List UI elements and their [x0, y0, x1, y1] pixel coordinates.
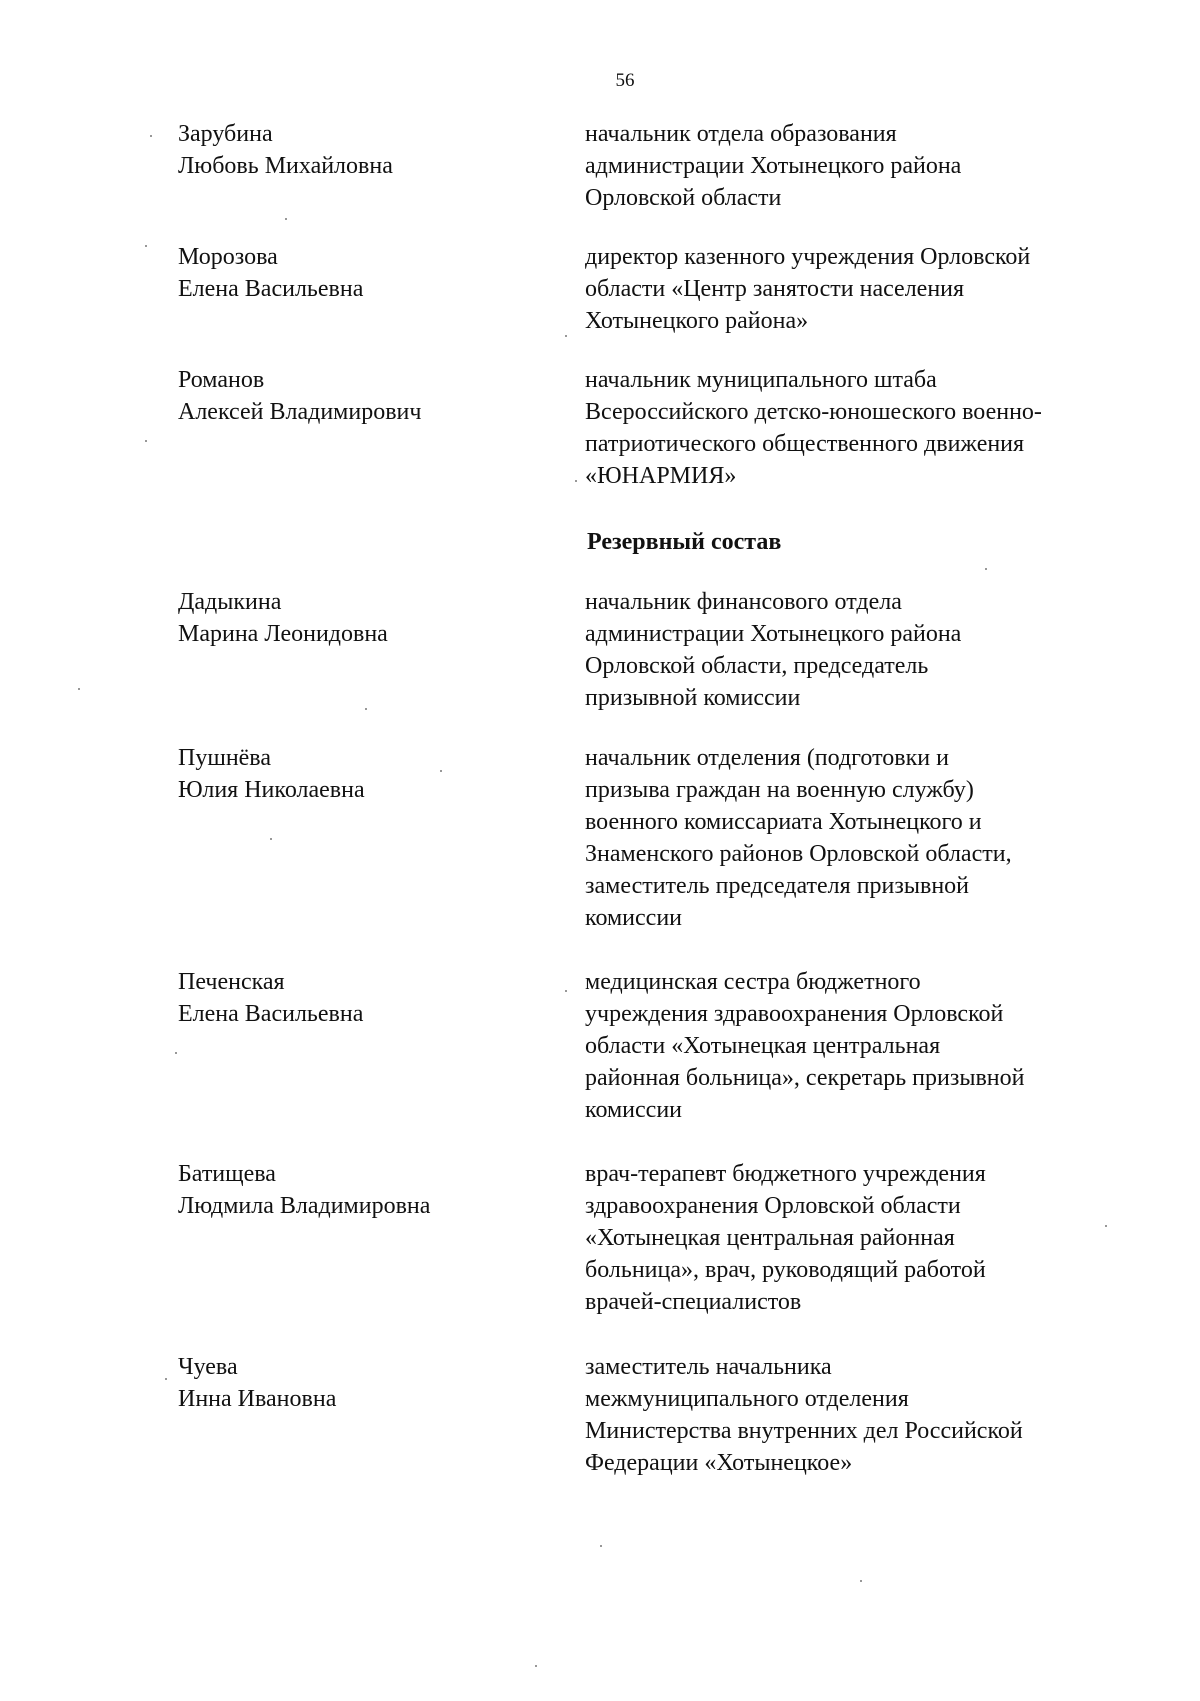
member-name: [178, 742, 538, 806]
member-position: [585, 966, 1145, 1126]
scan-speck: [78, 688, 80, 690]
member-name: [178, 1351, 538, 1415]
position-line: Орловской области, председатель: [585, 653, 929, 679]
position-line: здравоохранения Орловской области: [585, 1193, 961, 1219]
member-surname: Чуева: [178, 1354, 238, 1380]
position-line: «Хотынецкая центральная районная: [585, 1225, 955, 1251]
member-given-names: Елена Васильевна: [178, 276, 364, 302]
position-line: межмуниципального отделения: [585, 1386, 909, 1412]
page-number: 56: [615, 70, 635, 91]
member-given-names: Инна Ивановна: [178, 1386, 337, 1412]
position-line: Орловской области: [585, 185, 782, 211]
position-line: врач-терапевт бюджетного учреждения: [585, 1161, 986, 1187]
position-line: области «Центр занятости населения: [585, 276, 965, 302]
member-given-names: Марина Леонидовна: [178, 621, 388, 647]
scan-speck: [565, 335, 567, 337]
member-surname: Романов: [178, 367, 265, 393]
member-name: [178, 966, 538, 1030]
position-line: Министерства внутренних дел Российской: [585, 1418, 1023, 1444]
member-surname: Батищева: [178, 1161, 276, 1187]
position-line: медицинская сестра бюджетного: [585, 969, 921, 995]
position-line: начальник муниципального штаба: [585, 367, 937, 393]
member-name: [178, 241, 538, 305]
member-surname: Морозова: [178, 244, 278, 270]
member-surname: Пушнёва: [178, 745, 271, 771]
scan-speck: [145, 440, 147, 442]
scan-speck: [365, 708, 367, 710]
scan-speck: [145, 245, 147, 247]
scan-speck: [150, 135, 152, 137]
scan-speck: [440, 770, 442, 772]
member-position: [585, 241, 1145, 337]
scan-speck: [270, 838, 272, 840]
scan-speck: [1105, 1225, 1107, 1227]
member-given-names: Юлия Николаевна: [178, 777, 365, 803]
position-line: начальник финансового отдела: [585, 589, 902, 615]
member-surname: Печенская: [178, 969, 285, 995]
member-position: [585, 586, 1145, 714]
position-line: заместитель председателя призывной: [585, 873, 969, 899]
member-given-names: Алексей Владимирович: [178, 399, 422, 425]
scan-speck: [165, 1378, 167, 1380]
section-heading-reserve: Резервный состав: [587, 529, 782, 555]
scan-speck: [575, 480, 577, 482]
position-line: врачей-специалистов: [585, 1289, 802, 1315]
position-line: комиссии: [585, 905, 683, 931]
scan-speck: [535, 1665, 537, 1667]
member-position: [585, 118, 1145, 214]
member-surname: Дадыкина: [178, 589, 282, 615]
member-name: [178, 118, 538, 182]
member-position: [585, 742, 1145, 934]
position-line: «ЮНАРМИЯ»: [585, 463, 737, 489]
position-line: начальник отделения (подготовки и: [585, 745, 949, 771]
member-position: [585, 1351, 1145, 1479]
position-line: призыва граждан на военную службу): [585, 777, 974, 803]
scan-speck: [175, 1052, 177, 1054]
scan-speck: [860, 1580, 862, 1582]
position-line: директор казенного учреждения Орловской: [585, 244, 1031, 270]
member-name: [178, 586, 538, 650]
scan-speck: [985, 568, 987, 570]
position-line: Всероссийского детско-юношеского военно-: [585, 399, 1042, 425]
member-given-names: Любовь Михайловна: [178, 153, 393, 179]
position-line: районная больница», секретарь призывной: [585, 1065, 1025, 1091]
member-position: [585, 1158, 1145, 1318]
scan-speck: [600, 1545, 602, 1547]
position-line: администрации Хотынецкого района: [585, 621, 962, 647]
position-line: Знаменского районов Орловской области,: [585, 841, 1012, 867]
position-line: Хотынецкого района»: [585, 308, 809, 334]
member-given-names: Людмила Владимировна: [178, 1193, 431, 1219]
member-name: [178, 364, 538, 428]
position-line: области «Хотынецкая центральная: [585, 1033, 941, 1059]
position-line: Федерации «Хотынецкое»: [585, 1450, 853, 1476]
position-line: заместитель начальника: [585, 1354, 832, 1380]
position-line: патриотического общественного движения: [585, 431, 1025, 457]
scan-speck: [565, 990, 567, 992]
position-line: больница», врач, руководящий работой: [585, 1257, 986, 1283]
scan-speck: [285, 218, 287, 220]
position-line: администрации Хотынецкого района: [585, 153, 962, 179]
member-given-names: Елена Васильевна: [178, 1001, 364, 1027]
position-line: учреждения здравоохранения Орловской: [585, 1001, 1004, 1027]
position-line: комиссии: [585, 1097, 683, 1123]
member-name: [178, 1158, 538, 1222]
position-line: военного комиссариата Хотынецкого и: [585, 809, 982, 835]
position-line: начальник отдела образования: [585, 121, 897, 147]
member-position: [585, 364, 1145, 492]
member-surname: Зарубина: [178, 121, 273, 147]
position-line: призывной комиссии: [585, 685, 801, 711]
